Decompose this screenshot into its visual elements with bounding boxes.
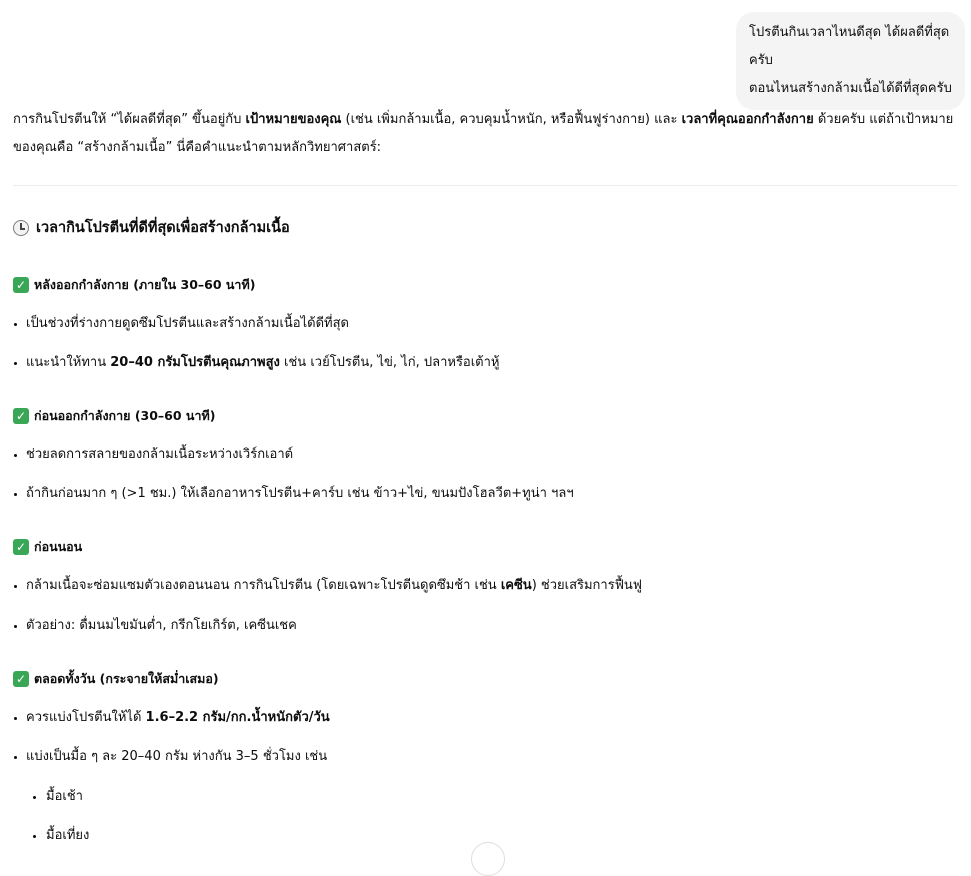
user-message-line-1: โปรตีนกินเวลาไหนดีสุด ได้ผลดีที่สุด ครับ — [749, 25, 950, 68]
assistant-response — [13, 106, 958, 849]
section-heading — [13, 213, 958, 243]
bedtime-title — [13, 534, 958, 560]
list-item — [13, 573, 958, 599]
before-workout-title-text: ก่อนออกกำลังกาย (30–60 นาที) — [34, 408, 216, 423]
bedtime-list — [13, 573, 958, 639]
all-day-title — [13, 666, 958, 692]
list-item-text: กล้ามเนื้อจะซ่อมแซมตัวเองตอนนอน การกินโปรตีน (โดยเฉพาะโปรตีนดูดซึมช้า เช่น — [26, 578, 501, 593]
list-item: แบ่งเป็นมื้อ ๆ ละ 20–40 กรัม ห่างกัน 3–5 ชั่วโมง เช่น — [13, 744, 958, 770]
list-item-text: แนะนำให้ทาน — [26, 355, 111, 370]
check-icon: ✓ — [13, 408, 29, 424]
list-item-text: ) ช่วยเสริมการฟื้นฟู — [531, 578, 643, 593]
bedtime-title-text: ก่อนนอน — [34, 539, 83, 554]
list-item — [13, 350, 958, 376]
after-workout-title — [13, 272, 958, 298]
after-workout-list — [13, 311, 958, 376]
list-item-bold: 20–40 กรัมโปรตีนคุณภาพสูง — [110, 355, 280, 370]
before-workout-list — [13, 442, 958, 507]
intro-text-3: ด้วยครับ แต่ถ้าเป้าหมายของคุณคือ “สร้างกล้ามเนื้อ” นี่คือคำแนะนำตามหลักวิทยาศาสตร์: — [13, 112, 954, 155]
intro-text-2: (เช่น เพิ่มกล้ามเนื้อ, ควบคุมน้ำหนัก, หรือฟื้นฟูร่างกาย) และ — [341, 112, 682, 127]
intro-bold-2: เวลาที่คุณออกกำลังกาย — [681, 112, 814, 127]
list-item-text: ควรแบ่งโปรตีนให้ได้ — [26, 710, 146, 725]
sub-list-item: มื้อเช้า — [13, 784, 958, 810]
check-icon: ✓ — [13, 539, 29, 555]
user-message-line-2: ตอนไหนสร้างกล้ามเนื้อได้ดีที่สุดครับ — [749, 81, 952, 96]
check-icon: ✓ — [13, 277, 29, 293]
scroll-to-bottom-button[interactable] — [471, 842, 505, 876]
user-message-bubble — [736, 12, 965, 110]
list-item-bold: 1.6–2.2 กรัม/กก.น้ำหนักตัว/วัน — [145, 710, 330, 725]
list-item-text: เช่น เวย์โปรตีน, ไข่, ไก่, ปลาหรือเต้าหู้ — [279, 355, 500, 370]
before-workout-title — [13, 403, 958, 429]
divider — [13, 185, 958, 186]
list-item-bold: เคซีน — [500, 578, 532, 593]
after-workout-title-text: หลังออกกำลังกาย (ภายใน 30–60 นาที) — [34, 277, 256, 292]
list-item: ช่วยลดการสลายของกล้ามเนื้อระหว่างเวิร์กเอาต์ — [13, 442, 958, 468]
intro-bold-1: เป้าหมายของคุณ — [245, 112, 342, 127]
list-item: เป็นช่วงที่ร่างกายดูดซึมโปรตีนและสร้างกล้ามเนื้อได้ดีที่สุด — [13, 311, 958, 337]
intro-text-1: การกินโปรตีนให้ “ได้ผลดีที่สุด” ขึ้นอยู่กับ — [13, 112, 246, 127]
list-item — [13, 705, 958, 731]
check-icon: ✓ — [13, 671, 29, 687]
list-item: ถ้ากินก่อนมาก ๆ (>1 ชม.) ให้เลือกอาหารโปรตีน+คาร์บ เช่น ข้าว+ไข่, ขนมปังโฮลวีต+ทูน่า ฯลฯ — [13, 481, 958, 507]
sub-list-item: มื้อเที่ยง — [13, 823, 958, 849]
clock-icon — [13, 220, 29, 236]
meal-sublist — [13, 784, 958, 849]
all-day-list — [13, 705, 958, 770]
intro-paragraph — [13, 106, 958, 162]
list-item: ตัวอย่าง: ดื่มนมไขมันต่ำ, กรีกโยเกิร์ต, เคซีนเชค — [13, 613, 958, 639]
section-heading-text: เวลากินโปรตีนที่ดีที่สุดเพื่อสร้างกล้ามเนื้อ — [36, 220, 290, 236]
all-day-title-text: ตลอดทั้งวัน (กระจายให้สม่ำเสมอ) — [34, 671, 219, 686]
